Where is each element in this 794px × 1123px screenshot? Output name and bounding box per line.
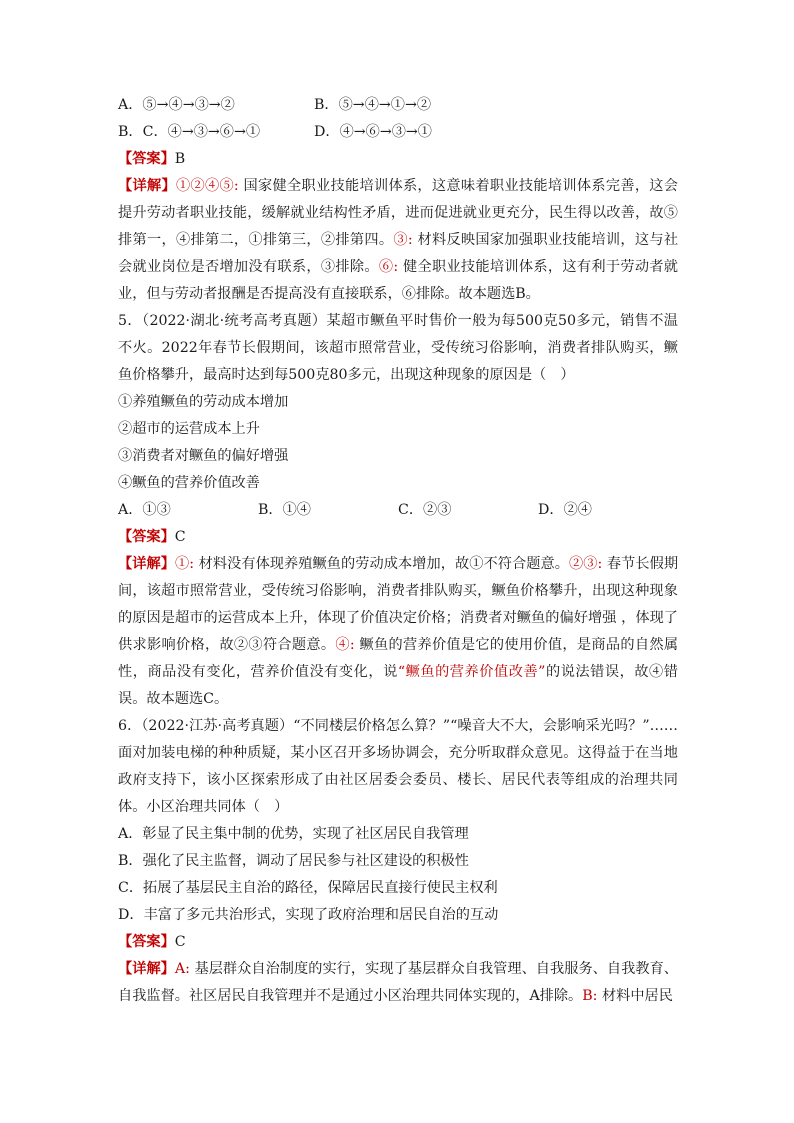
answer-value: C (174, 934, 186, 950)
detail-text: 春节长假期间，该超市照常营业，受传统习俗影响，消费者排队购买，鳜鱼价格攀升，出现这种现象的原因是超市的运营成本上升，体现了价值决定价格；消费者对鳜鱼的偏好增强 ，体现了供求影响价格，故②③符合题意。 (118, 556, 679, 653)
document-page (118, 92, 678, 1010)
detail-text: 基层群众自治制度的实行，实现了基层群众自我管理、自我服务、自我教育、自我监督。社区居民自我管理并不是通过小区治理共同体实现的，A排除。 (118, 961, 678, 1004)
detail-lead: ②③: (568, 556, 603, 572)
q5-option-c: C．②③ (398, 502, 452, 518)
answer-label: 【答案】 (118, 934, 175, 950)
q5-item-4: ④鳜鱼的营养价值改善 (118, 475, 260, 491)
q6-option-d: D．丰富了多元共治形式，实现了政府治理和居民自治的互动 (118, 907, 499, 923)
q6-stem: 6．（2022·江苏·高考真题）“不同楼层价格怎么算？”“噪音大不大，会影响采光吗？”……面对加装电梯的种种质疑，某小区召开多场协调会，充分听取群众意见。这得益于在当地政府支持下，该小区探索形成了由社区居委会委员、楼长、居民代表等组成的治理共同体。小区治理共同体（ ） (118, 718, 678, 815)
detail-text: 鳜鱼的营养价值是它的使用价值，是商品的自然属性，商品没有变化，营养价值没有变化，说 (118, 637, 679, 680)
detail-text: 材料没有体现养殖鳜鱼的劳动成本增加，故①不符合题意。 (194, 556, 569, 572)
q6-option-b: B．强化了民主监督，调动了居民参与社区建设的积极性 (118, 853, 469, 869)
detail-text: 材料中居民 (597, 988, 673, 1004)
detail-lead: ③: (393, 232, 413, 248)
q5-option-b: B．①④ (258, 502, 311, 518)
q4-option-a: A．⑤→④→③→② (118, 97, 235, 113)
q4-option-c: B．C．④→③→⑥→① (118, 124, 261, 140)
detail-label: 【详解】 (118, 178, 176, 194)
q5-option-a: A．①③ (118, 502, 171, 518)
detail-lead: A: (174, 961, 190, 977)
q4-options-row2 (118, 119, 678, 146)
detail-label: 【详解】 (118, 556, 175, 572)
detail-lead: ⑥: (378, 259, 399, 275)
answer-label: 【答案】 (118, 151, 175, 167)
detail-text: 国家健全职业技能培训体系，这意味着职业技能培训体系完善，这会提升劳动者职业技能，缓解就业结构性矛盾，进而促进就业更充分，民生得以改善，故⑤排第一，④排第二，①排第三，②排第四。 (118, 178, 678, 248)
q5-item-1: ①养殖鳜鱼的劳动成本增加 (118, 394, 289, 410)
q4-answer (118, 146, 678, 173)
detail-text: 的说法错误，故④错误。故本题选C。 (118, 664, 678, 707)
q6-option-a: A．彰显了民主集中制的优势，实现了社区居民自我管理 (118, 826, 469, 842)
q5-answer (118, 524, 678, 551)
detail-lead: B: (582, 988, 598, 1004)
q5-stem: 5．（2022·湖北·统考高考真题）某超市鳜鱼平时售价一般为每500克50多元，销售不温不火。2022年春节长假期间，该超市照常营业，受传统习俗影响，消费者排队购买，鳜鱼价格攀升，最高时达到每500克80多元，出现这种现象的原因是（ ） (118, 313, 678, 383)
answer-value: B (174, 151, 186, 167)
q5-detail (118, 551, 678, 713)
q6-answer (118, 929, 678, 956)
detail-label: 【详解】 (118, 961, 175, 977)
q4-option-d: D．④→⑥→③→① (314, 124, 432, 140)
q6-option-c: C．拓展了基层民主自治的路径，保障居民直接行使民主权利 (118, 880, 498, 896)
detail-lead: ①: (174, 556, 195, 572)
q5-item-2: ②超市的运营成本上升 (118, 421, 260, 437)
detail-lead: ①②④⑤: (175, 178, 239, 194)
q4-options-row1 (118, 92, 678, 119)
detail-lead: ④: (335, 637, 355, 653)
answer-value: C (174, 529, 186, 545)
detail-quote: “鳜鱼的营养价值改善” (397, 664, 546, 680)
detail-text: 健全职业技能培训体系，这有利于劳动者就业，但与劳动者报酬是否提高没有直接联系，⑥排除。故本题选B。 (118, 259, 678, 302)
answer-label: 【答案】 (118, 529, 175, 545)
q5-item-3: ③消费者对鳜鱼的偏好增强 (118, 448, 289, 464)
detail-text: 材料反映国家加强职业技能培训，这与社会就业岗位是否增加没有联系，③排除。 (118, 232, 679, 275)
q6-detail (118, 956, 678, 1010)
q5-option-d: D．②④ (538, 502, 592, 518)
q4-detail (118, 173, 678, 308)
q5-options (118, 497, 678, 524)
q4-option-b: B．⑤→④→①→② (314, 97, 432, 113)
